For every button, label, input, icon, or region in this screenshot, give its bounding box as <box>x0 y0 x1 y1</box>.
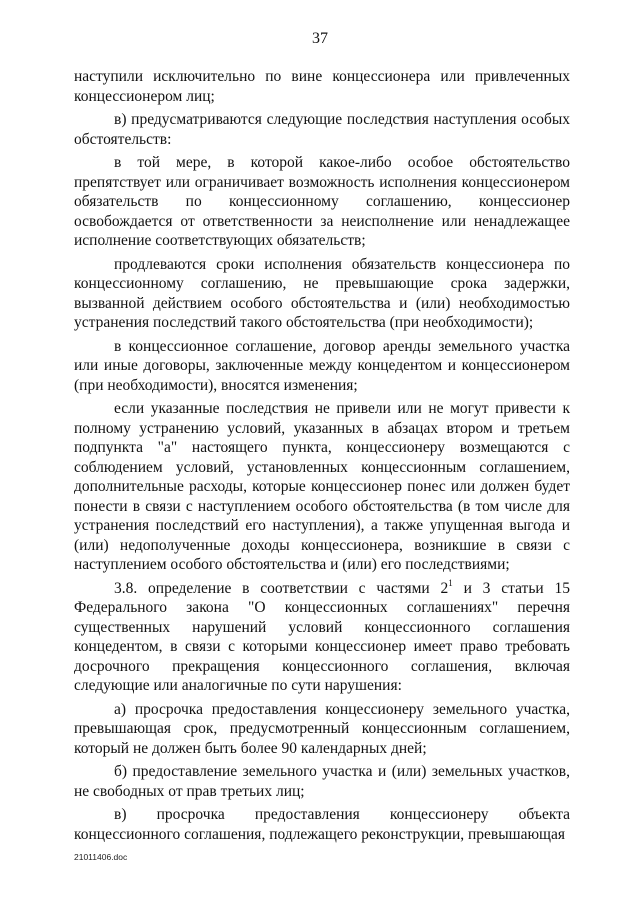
document-body <box>74 67 570 844</box>
clause-3-8 <box>74 579 570 696</box>
list-item-b: б) предоставление земельного участка и (или) земельных участков, не свободных от прав третьих лиц; <box>74 763 570 800</box>
clause-3-8-text-start: 3.8. определение в соответствии с частями 2 <box>114 579 449 597</box>
list-item-v: в) просрочка предоставления концессионеру объекта концессионного соглашения, подлежащего реконструкции, превышающая <box>74 806 570 843</box>
paragraph-item-v: в) предусматриваются следующие последствия наступления особых обстоятельств: <box>74 111 570 148</box>
paragraph-continuation: наступили исключительно по вине концессионера или привлеченных концессионером лиц; <box>74 68 570 105</box>
list-item-a: а) просрочка предоставления концессионеру земельного участка, превышающая срок, предусмотренный концессионным соглашением, который не должен быть более 90 календарных дней; <box>74 700 570 757</box>
paragraph-release-liability: в той мере, в которой какое-либо особое обстоятельство препятствует или ограничивает возможность исполнения концессионером обязательств по концессионному соглашению, концессионер освобождается от ответственности за неисполнение или ненадлежащее исполнение соответствующих обязательств; <box>74 154 570 249</box>
paragraph-extend-terms: продлеваются сроки исполнения обязательств концессионера по концессионному соглашению, не превышающие срока задержки, вызванной действием особого обстоятельства и (или) необходимостью устранения последствий такого обстоятельства (при необходимости); <box>74 255 570 331</box>
clause-3-8-text-end: и 3 статьи 15 Федерального закона "О концессионных соглашениях" перечня существенных нарушений условий концессионного соглашения концедентом, в связи с которыми концессионер имеет право требовать досрочного прекращения концессионного соглашения, включая следующие или аналогичные по сути нарушения: <box>74 579 570 694</box>
clause-3-8-superscript: 1 <box>448 577 453 588</box>
paragraph-compensation: если указанные последствия не привели или не могут привести к полному устранению условий, указанных в абзацах втором и третьем подпункта "а" настоящего пункта, концессионеру возмещаются с соблюдением условий, установленных концессионным соглашением, дополнительные расходы, которые концессионер понес или должен будет понести в связи с наступлением особого обстоятельства (в том числе для устранения последствий его наступления), а также упущенная выгода и (или) недополученные доходы концессионера, возникшие в связи с наступлением особого обстоятельства и (или) его последствиями; <box>74 400 570 573</box>
paragraph-amendments: в концессионное соглашение, договор аренды земельного участка или иные договоры, заключенные между концедентом и концессионером (при необходимости), вносятся изменения; <box>74 337 570 394</box>
footer-doc-code: 21011406.doc <box>74 852 128 862</box>
page-number: 37 <box>312 30 328 47</box>
